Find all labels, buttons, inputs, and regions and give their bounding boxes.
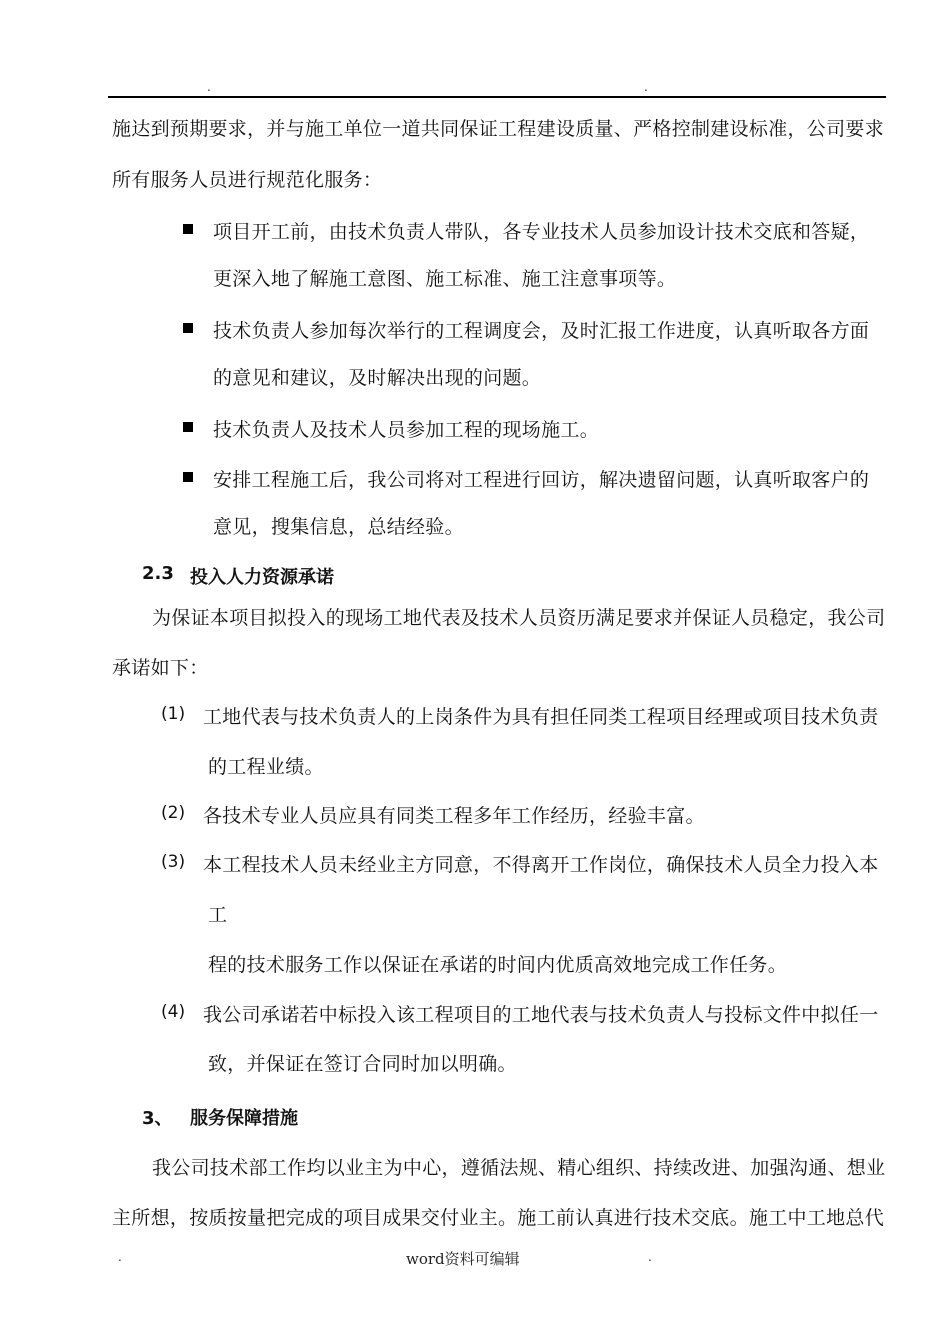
bullet-square-icon [183, 224, 193, 234]
item-3-line-1: 本工程技术人员未经业主方同意，不得离开工作岗位，确保技术人员全力投入本 [203, 854, 879, 876]
footer-dot-right: . [648, 1250, 652, 1264]
header-rule [108, 96, 886, 98]
section-3-para-line-2: 主所想，按质按量把完成的项目成果交付业主。施工前认真进行技术交底。施工中工地总代 [112, 1207, 885, 1229]
section-2-3-para-line-2: 承诺如下： [112, 657, 209, 679]
item-4-number: (4) [161, 1002, 186, 1022]
header-dot-left: . [207, 80, 211, 94]
bullet-square-icon [183, 472, 193, 482]
header-dot-right: . [644, 80, 648, 94]
section-3-para-line-1: 我公司技术部工作均以业主为中心，遵循法规、精心组织、持续改进、加强沟通、想业 [152, 1157, 886, 1179]
item-3-line-2: 工 [208, 904, 228, 926]
item-1-line-1: 工地代表与技术负责人的上岗条件为具有担任同类工程项目经理或项目技术负责 [203, 706, 879, 728]
bullet-4-line-2: 意见，搜集信息，总结经验。 [213, 516, 464, 538]
bullet-4-line-1: 安排工程施工后，我公司将对工程进行回访，解决遗留问题，认真听取客户的 [213, 469, 870, 491]
bullet-1-line-2: 更深入地了解施工意图、施工标准、施工注意事项等。 [213, 268, 677, 290]
bullet-square-icon [183, 422, 193, 432]
bullet-1-line-1: 项目开工前，由技术负责人带队，各专业技术人员参加设计技术交底和答疑， [213, 221, 870, 243]
section-2-3-para-line-1: 为保证本项目拟投入的现场工地代表及技术人员资历满足要求并保证人员稳定，我公司 [152, 607, 886, 629]
bullet-2-line-1: 技术负责人参加每次举行的工程调度会，及时汇报工作进度，认真听取各方面 [213, 320, 870, 342]
section-3-number: 3、 [142, 1108, 173, 1129]
item-4-line-2: 致，并保证在签订合同时加以明确。 [208, 1053, 517, 1075]
item-1-line-2: 的工程业绩。 [208, 756, 324, 778]
item-1-number: (1) [161, 704, 186, 724]
item-2-number: (2) [161, 803, 186, 823]
footer-text: word资料可编辑 [406, 1250, 520, 1268]
footer-dot-left: . [118, 1250, 122, 1264]
item-3-line-3: 程的技术服务工作以保证在承诺的时间内优质高效地完成工作任务。 [208, 954, 788, 976]
item-3-number: (3) [161, 852, 186, 872]
intro-line-1: 施达到预期要求，并与施工单位一道共同保证工程建设质量、严格控制建设标准，公司要求 [112, 118, 885, 140]
item-4-line-1: 我公司承诺若中标投入该工程项目的工地代表与技术负责人与投标文件中拟任一 [203, 1004, 879, 1026]
section-3-title: 服务保障措施 [190, 1108, 298, 1129]
section-2-3-title: 投入人力资源承诺 [190, 567, 334, 588]
section-2-3-number: 2.3 [142, 563, 174, 584]
bullet-3-line-1: 技术负责人及技术人员参加工程的现场施工。 [213, 419, 600, 441]
bullet-2-line-2: 的意见和建议，及时解决出现的问题。 [213, 367, 542, 389]
bullet-square-icon [183, 323, 193, 333]
item-2-line-1: 各技术专业人员应具有同类工程多年工作经历，经验丰富。 [203, 805, 705, 827]
intro-line-2: 所有服务人员进行规范化服务： [112, 169, 383, 191]
